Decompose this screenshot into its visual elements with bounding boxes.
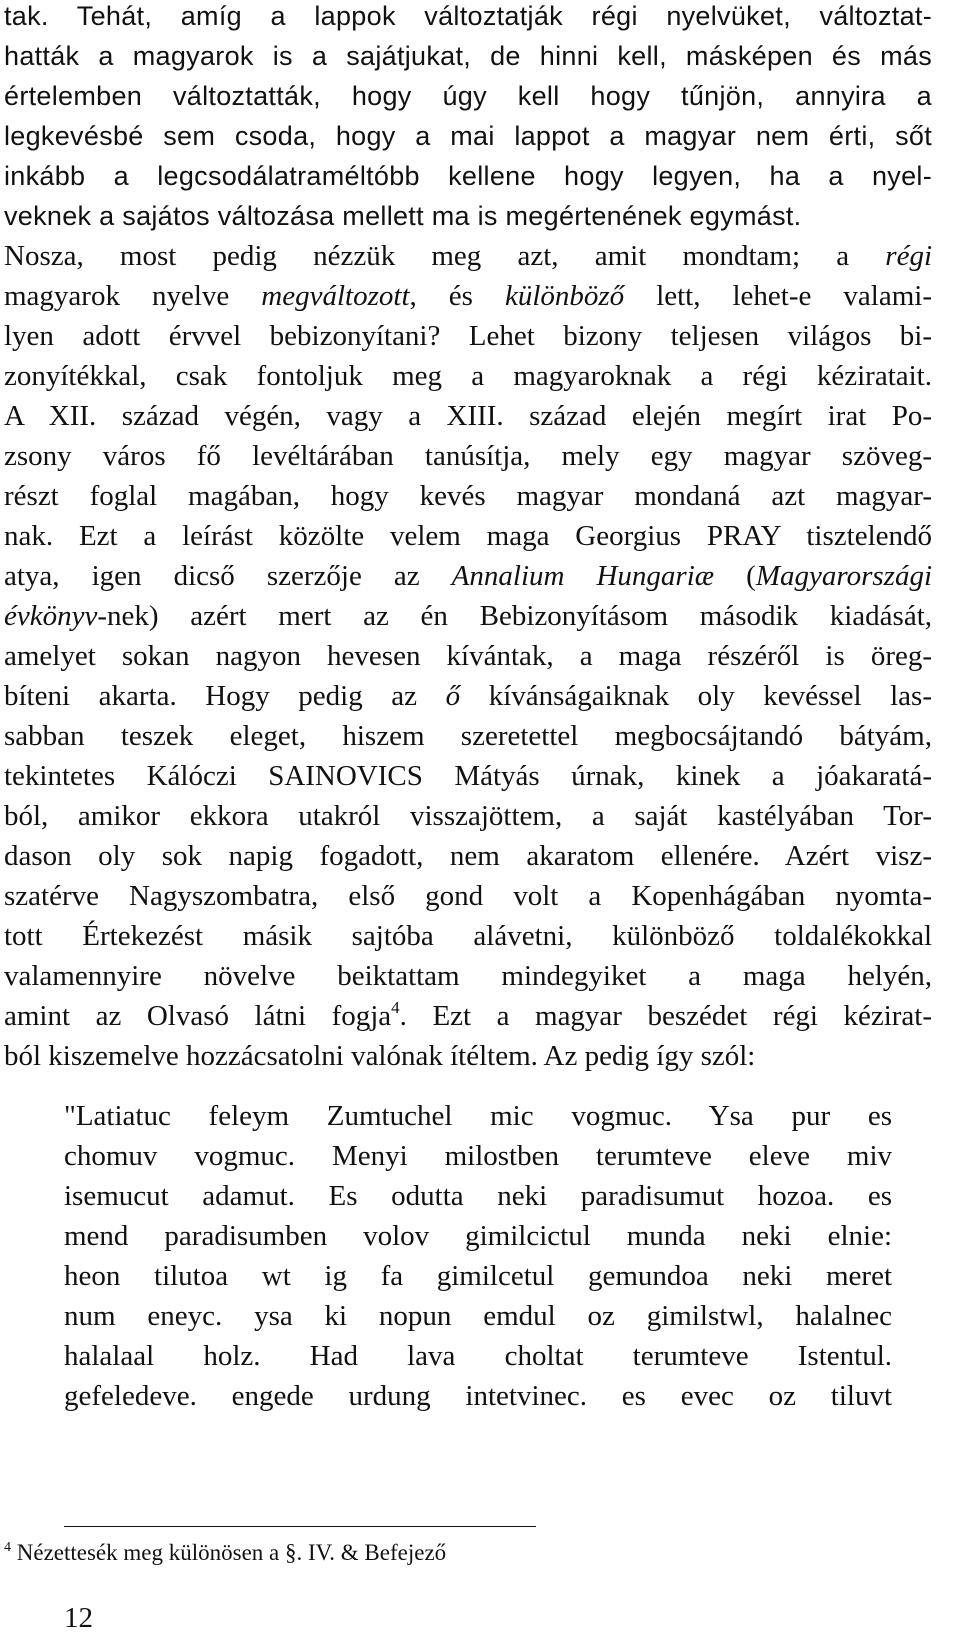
body-line: hatták a magyarok is a sajátjukat, de hinni kell, másképen és más (4, 41, 932, 71)
body-line: zonyítékkal, csak fontoljuk meg a magyaroknak a régi kéziratait. (4, 360, 932, 392)
body-line: évkönyv-nek) azért mert az én Bebizonyításom második kiadását, (4, 600, 932, 632)
italic-term: ő (445, 680, 461, 712)
body-line: inkább a legcsodálatraméltóbb kellene hogy legyen, ha a nyel- (4, 161, 932, 191)
quote-line: isemucut adamut. Es odutta neki paradisumut hozoa. es (64, 1180, 892, 1212)
body-line: valamennyire növelve beiktattam mindegyiket a maga helyén, (4, 960, 932, 992)
body-line: legkevésbé sem csoda, hogy a mai lappot a magyar nem érti, sőt (4, 121, 932, 151)
body-line: tekintetes Kálóczi SAINOVICS Mátyás úrnak, kinek a jóakaratá- (4, 760, 932, 792)
body-line: részt foglal magában, hogy kevés magyar mondaná azt magyar- (4, 480, 932, 512)
quote-line: num eneyc. ysa ki nopun emdul oz gimilstwl, halalnec (64, 1300, 892, 1332)
footnote-marker: 4 (4, 1540, 11, 1555)
body-line: veknek a sajátos változása mellett ma is megértenének egymást. (4, 201, 802, 231)
italic-term: Magyarországi (755, 560, 932, 592)
body-line: sabban teszek eleget, hiszem szeretettel megbocsájtandó bátyám, (4, 720, 932, 752)
body-line: dason oly sok napig fogadott, nem akaratom ellenére. Azért visz- (4, 840, 932, 872)
quote-line: mend paradisumben volov gimilcictul munda neki elnie: (64, 1220, 892, 1252)
body-line: szatérve Nagyszombatra, első gond volt a Kopenhágában nyomta- (4, 880, 932, 912)
italic-term: Annalium Hungariæ (451, 560, 715, 592)
footnote-text: Nézettesék meg különösen a §. IV. & Befejező (11, 1540, 447, 1565)
body-line: zsony város fő levéltárában tanúsítja, mely egy magyar szöveg- (4, 440, 932, 472)
footnote-separator (64, 1526, 536, 1527)
quote-line: heon tilutoa wt ig fa gimilcetul gemundoa neki meret (64, 1260, 892, 1292)
body-line: tak. Tehát, amíg a lappok változtatják régi nyelvüket, változtat- (4, 1, 932, 31)
italic-term: különböző (504, 280, 625, 312)
body-line: amelyet sokan nagyon hevesen kívántak, a maga részéről is öreg- (4, 640, 932, 672)
italic-term: megváltozott (261, 280, 410, 312)
quote-line: "Latiatuc feleym Zumtuchel mic vogmuc. Ysa pur es (64, 1100, 892, 1132)
footnote (4, 1538, 446, 1568)
body-line: nak. Ezt a leírást közölte velem maga Georgius PRAY tisztelendő (4, 520, 932, 552)
body-line: amint az Olvasó látni fogja$^4$. Ezt a magyar beszédet régi kézirat- (4, 998, 932, 1032)
body-line: A XII. század végén, vagy a XIII. század elején megírt irat Po- (4, 400, 932, 432)
body-line: bíteni akarta. Hogy pedig az ő kívánságaiknak oly kevéssel las- (4, 680, 932, 712)
page-number: 12 (64, 1602, 93, 1634)
body-line: értelemben változtatták, hogy úgy kell hogy tűnjön, annyira a (4, 81, 932, 111)
italic-term: régi (885, 240, 932, 272)
quote-line: chomuv vogmuc. Menyi milostben terumteve eleve miv (64, 1140, 892, 1172)
body-line: magyarok nyelve megváltozott, és különböző lett, lehet-e valami- (4, 280, 932, 312)
body-line: Nosza, most pedig nézzük meg azt, amit mondtam; a régi (4, 240, 932, 272)
quote-line: halalaal holz. Had lava choltat terumteve Istentul. (64, 1340, 892, 1372)
body-line: lyen adott érvvel bebizonyítani? Lehet bizony teljesen világos bi- (4, 320, 932, 352)
body-line: tott Értekezést másik sajtóba alávetni, különböző toldalékokkal (4, 920, 932, 952)
body-line: atya, igen dicső szerzője az Annalium Hungariæ (Magyarországi (4, 560, 932, 592)
quote-line: gefeledeve. engede urdung intetvinec. es evec oz tiluvt (64, 1380, 892, 1412)
footnote-reference[interactable]: 4 (391, 998, 400, 1017)
body-line: ból kiszemelve hozzácsatolni valónak ítéltem. Az pedig így szól: (4, 1040, 756, 1072)
italic-term: évkönyv (4, 600, 98, 632)
body-line: ból, amikor ekkora utakról visszajöttem, a saját kastélyában Tor- (4, 800, 932, 832)
